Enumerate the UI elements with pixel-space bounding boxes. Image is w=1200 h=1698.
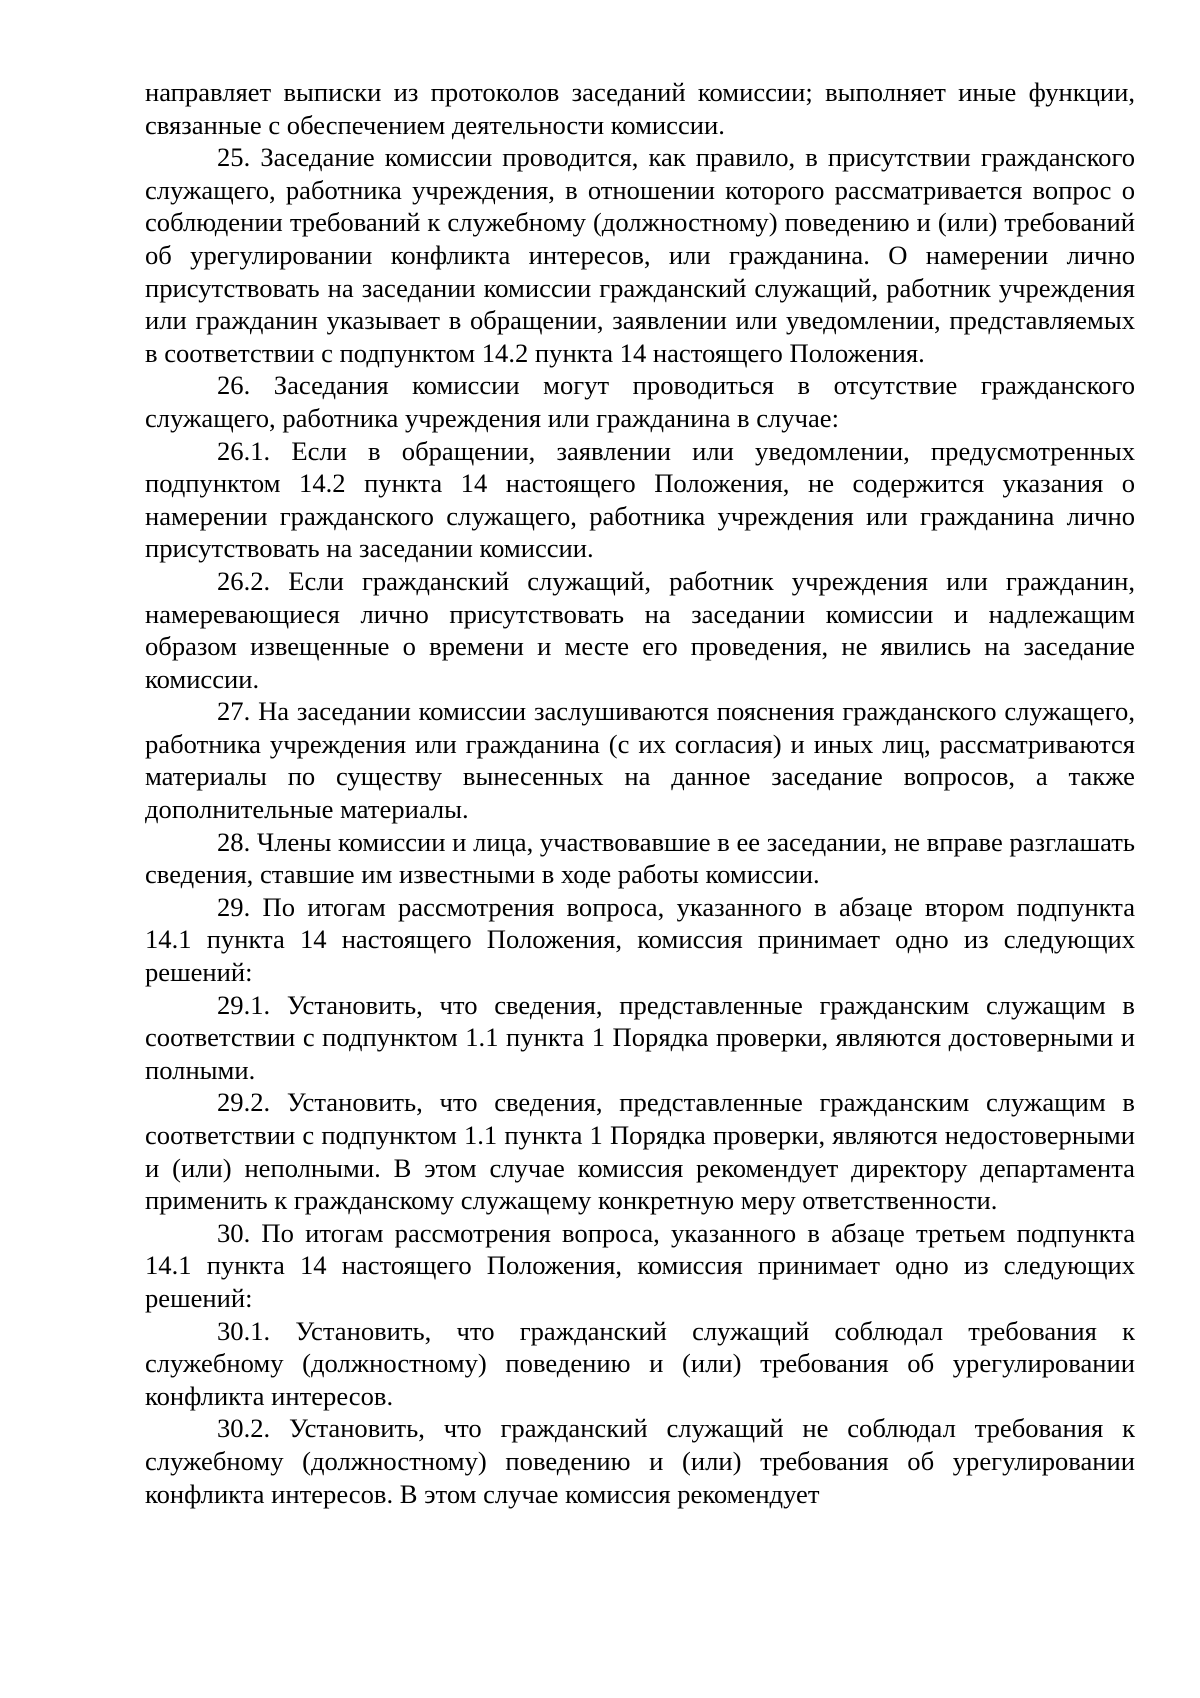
paragraph-29-2: 29.2. Установить, что сведения, представленные гражданским служащим в соответствии с подпунктом 1.1 пункта 1 Порядка проверки, являются недостоверными и (или) неполными. В этом случае комиссия рекомендует директору департамента применить к гражданскому служащему конкретную меру ответственности. xyxy=(145,1087,1135,1216)
paragraph-26: 26. Заседания комиссии могут проводиться в отсутствие гражданского служащего, работника учреждения или гражданина в случае: xyxy=(145,370,1135,433)
paragraph-29-1: 29.1. Установить, что сведения, представленные гражданским служащим в соответствии с подпунктом 1.1 пункта 1 Порядка проверки, являются достоверными и полными. xyxy=(145,989,1135,1085)
paragraph-26-2: 26.2. Если гражданский служащий, работник учреждения или гражданин, намеревающиеся лично присутствовать на заседании комиссии и надлежащим образом извещенные о времени и месте его проведения, не явились на заседание комиссии. xyxy=(145,565,1135,694)
paragraph-27: 27. На заседании комиссии заслушиваются пояснения гражданского служащего, работника учреждения или гражданина (с их согласия) и иных лиц, рассматриваются материалы по существу вынесенных на данное заседание вопросов, а также дополнительные материалы. xyxy=(145,696,1135,825)
paragraph-29: 29. По итогам рассмотрения вопроса, указанного в абзаце втором подпункта 14.1 пункта 14 настоящего Положения, комиссия принимает одно из следующих решений: xyxy=(145,891,1135,988)
paragraph-28: 28. Члены комиссии и лица, участвовавшие в ее заседании, не вправе разглашать сведения, ставшие им известными в ходе работы комиссии. xyxy=(145,826,1135,890)
paragraph-continuation: направляет выписки из протоколов заседаний комиссии; выполняет иные функции, связанные с обеспечением деятельности комиссии. xyxy=(145,77,1135,140)
paragraph-26-1: 26.1. Если в обращении, заявлении или уведомлении, предусмотренных подпунктом 14.2 пункта 14 настоящего Положения, не содержится указания о намерении гражданского служащего, работника учреждения или гражданина лично присутствовать на заседании комиссии. xyxy=(145,435,1135,564)
paragraph-30-2: 30.2. Установить, что гражданский служащий не соблюдал требования к служебному (должностному) поведению и (или) требования об урегулировании конфликта интересов. В этом случае комиссия рекомендует xyxy=(145,1413,1135,1509)
paragraph-30: 30. По итогам рассмотрения вопроса, указанного в абзаце третьем подпункта 14.1 пункта 14 настоящего Положения, комиссия принимает одно из следующих решений: xyxy=(145,1217,1135,1313)
paragraph-30-1: 30.1. Установить, что гражданский служащий соблюдал требования к служебному (должностному) поведению и (или) требования об урегулировании конфликта интересов. xyxy=(145,1315,1135,1411)
paragraph-25: 25. Заседание комиссии проводится, как правило, в присутствии гражданского служащего, работника учреждения, в отношении которого рассматривается вопрос о соблюдении требований к служебному (должностному) поведению и (или) требований об урегулировании конфликта интересов, или гражданина. О намерении лично присутствовать на заседании комиссии гражданский служащий, работник учреждения или гражданин указывает в обращении, заявлении или уведомлении, представляемых в соответствии с подпунктом 14.2 пункта 14 настоящего Положения. xyxy=(145,142,1135,368)
